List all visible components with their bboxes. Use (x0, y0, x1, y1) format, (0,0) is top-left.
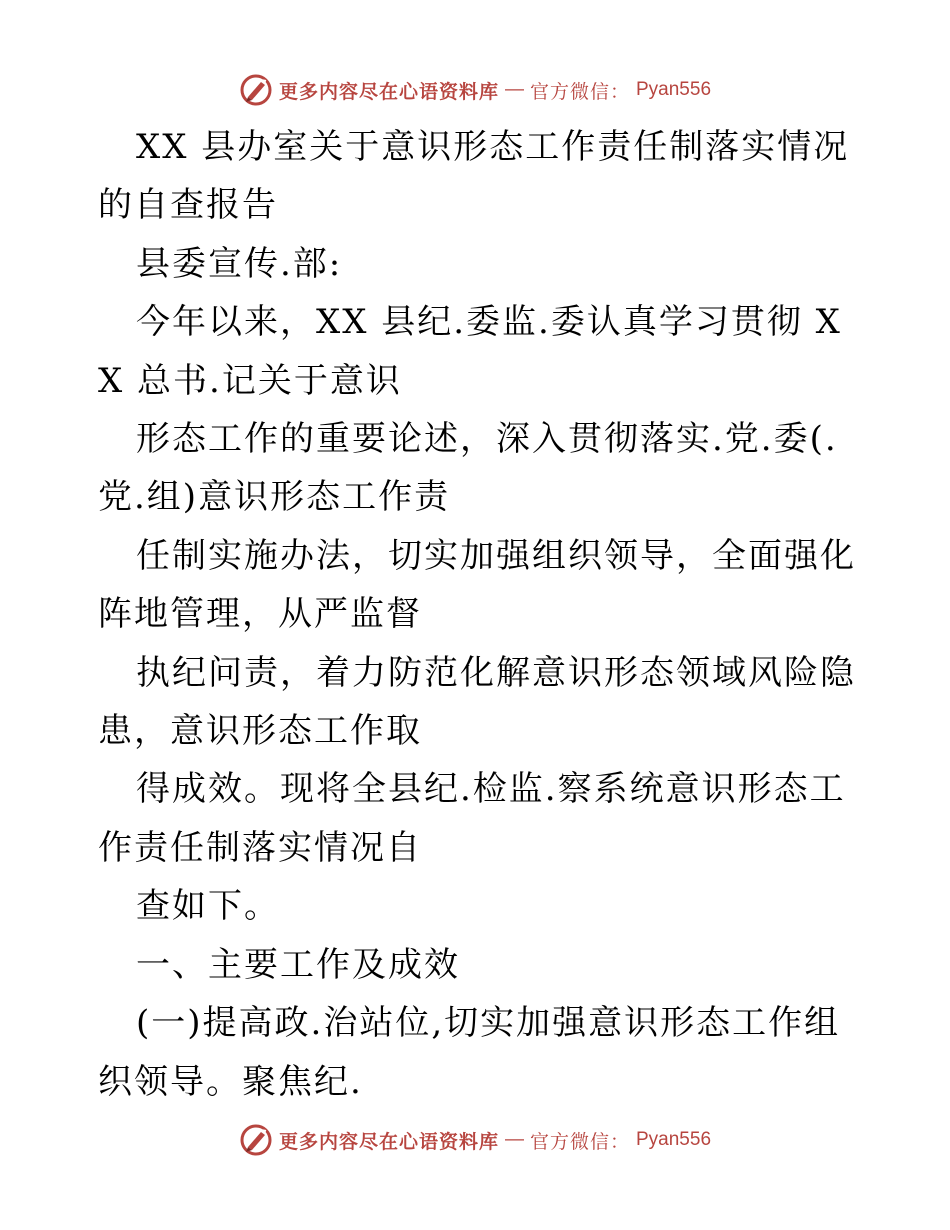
banner-wechat-id: Pyan556 (636, 1129, 712, 1150)
body-paragraph: 执纪问责，着力防范化解意识形态领域风险隐患，意识形态工作取 (98, 652, 856, 752)
section-heading: 一、主要工作及成效 (136, 944, 460, 985)
banner-promo-text: 更多内容尽在心语资料库 (278, 1130, 499, 1153)
pen-logo-icon (239, 1123, 273, 1157)
body-paragraph: 得成效。现将全县纪.检监.察系统意识形态工作责任制落实情况自 (98, 769, 846, 868)
banner-wechat-label: 官方微信： (529, 1131, 630, 1153)
subsection-paragraph: (一)提高政.治站位,切实加强意识形态工作组织领导。聚焦纪. (98, 1003, 841, 1102)
document-addressee: 县委宣传.部: (136, 243, 343, 284)
banner-promo-text: 更多内容尽在心语资料库 (278, 80, 499, 103)
header-banner (0, 70, 950, 110)
body-paragraph: 今年以来，XX 县纪.委监.委认真学习贯彻 XX 总书.记关于意识 (98, 302, 842, 401)
body-paragraph: 任制实施办法，切实加强组织领导，全面强化阵地管理，从严监督 (98, 535, 856, 635)
banner-wechat-label: 官方微信： (529, 81, 630, 103)
banner-dash: — (504, 1129, 524, 1150)
body-paragraph: 形态工作的重要论述，深入贯彻落实.党.委(.党.组)意识形态工作责 (98, 419, 838, 518)
document-body (98, 118, 858, 1111)
banner-wechat-id: Pyan556 (636, 79, 712, 100)
body-paragraph: 查如下。 (136, 886, 280, 927)
footer-banner (0, 1120, 950, 1160)
document-title: XX 县办室关于意识形态工作责任制落实情况的自查报告 (98, 127, 850, 226)
banner-dash: — (504, 79, 524, 100)
pen-logo-icon (239, 73, 273, 107)
